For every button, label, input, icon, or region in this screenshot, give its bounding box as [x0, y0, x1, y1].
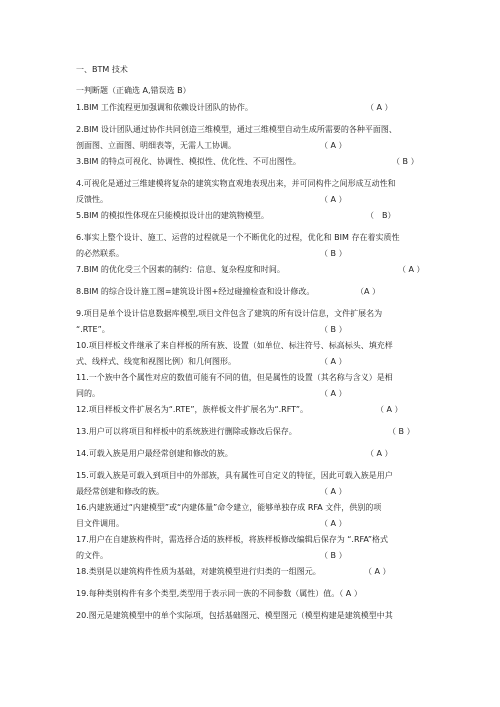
question-line: 1.BIM 工作流程更加强调和依赖设计团队的协作。: [76, 103, 253, 112]
question-line: 最经常创建和修改的族。: [76, 487, 164, 496]
question-line: 20.图元是建筑模型中的单个实际项，包括基础图元、模型图元（模型构建是建筑模型中其: [76, 611, 393, 620]
question-item: [76, 500, 431, 532]
question-line: 4.可视化是通过三维建模将复杂的建筑实物直观地表现出来，并可同构件之间形成互动性和: [76, 179, 396, 188]
question-line: 5.BIM 的模拟性体现在只能模拟设计出的建筑物模型。: [76, 211, 269, 220]
question-item: [76, 468, 431, 500]
question-line: 13.用户可以将项目和样板中的系统族进行删除或修改后保存。: [76, 427, 297, 436]
question-item: [76, 402, 431, 418]
question-line: 的必然联系。: [76, 249, 124, 258]
question-line: 11.一个族中各个属性对应的数值可能有不同的值，但是属性的设置（其名称与含义）是相: [76, 373, 393, 382]
answer-label: （ B ）: [320, 325, 347, 334]
question-line: 16.内建族通过“内建模型”或“内建体量”命令建立，能够单独存成 RFA 文件，供别的项: [76, 503, 382, 512]
question-line: 9.项目是单个设计信息数据库模型,项目文件包含了建筑的所有设计信息，文件扩展名为: [76, 309, 383, 318]
answer-label: （ A ）: [366, 449, 393, 458]
question-item: [76, 446, 431, 462]
question-item: [76, 154, 431, 170]
question-instructions: 一判断题（正确选 A,错误选 B）: [76, 86, 191, 95]
question-line: 目文件调用。: [76, 519, 124, 528]
question-item: [76, 370, 431, 402]
answer-label: （ A ）: [320, 389, 347, 398]
answer-label: （ A ）: [398, 265, 425, 274]
question-line: “.RTE”。: [76, 325, 110, 334]
question-line: 的文件。: [76, 551, 108, 560]
answer-label: （ A ）: [376, 405, 403, 414]
answer-label: （ A ）: [320, 487, 347, 496]
answer-label: （ A ）: [364, 567, 391, 576]
question-item: [76, 208, 431, 224]
question-line: 19.每种类别构件有多个类型,类型用于表示同一族的不同参数（属性）值。（ A ）: [76, 589, 362, 598]
answer-label: （ B ）: [388, 427, 415, 436]
answer-label: （ A ）: [366, 103, 393, 112]
answer-label: （ A ）: [320, 141, 347, 150]
question-line: 8.BIM 的综合设计施工图=建筑设计图+经过碰撞检查和设计修改。: [76, 287, 315, 296]
question-line: 式、线样式、线宽和视图比例）和几何图形。: [76, 357, 236, 366]
question-item: [76, 424, 431, 440]
answer-label: （ A ）: [320, 357, 347, 366]
question-line: 3.BIM 的特点可视化、协调性、模拟性、优化性、不可出图性。: [76, 157, 301, 166]
section-title: 一、BTM 技术: [76, 65, 128, 74]
answer-label: （ B ）: [392, 157, 419, 166]
question-item: [76, 608, 431, 624]
question-line: 18.类别是以建筑构件性质为基础，对建筑模型进行归类的一组图元。: [76, 567, 321, 576]
question-item: [76, 100, 431, 116]
question-item: [76, 586, 431, 602]
question-line: 12.项目样板文件扩展名为“.RTE”，族样板文件扩展名为“.RFT”。: [76, 405, 309, 414]
question-line: 反馈性。: [76, 195, 108, 204]
question-item: [76, 306, 431, 338]
question-line: 2.BIM 设计团队通过协作共同创造三维模型，通过三维模型自动生成所需要的各种平面图、: [76, 125, 397, 134]
question-item: [76, 532, 431, 564]
answer-label: （A ）: [356, 287, 381, 296]
answer-label: （ B）: [366, 211, 396, 220]
question-item: [76, 122, 431, 154]
question-line: 7.BIM 的优化受三个因素的制约：信息、复杂程度和时间。: [76, 265, 285, 274]
question-line: 15.可载入族是可载入到项目中的外部族，具有属性可自定义的特征，因此可载入族是用户: [76, 471, 393, 480]
question-item: [76, 284, 431, 300]
question-line: 剖面图、立面图、明细表等，无需人工协调。: [76, 141, 236, 150]
answer-label: （ B ）: [320, 249, 347, 258]
question-line: 同的。: [76, 389, 100, 398]
question-line: 14.可载入族是用户最经常创建和修改的族。: [76, 449, 233, 458]
question-line: 17.用户在自建族构件时，需选择合适的族样板，将族样板修改编辑后保存为 “.RFA”格式: [76, 535, 389, 544]
question-item: [76, 262, 431, 278]
answer-label: （ A ）: [320, 519, 347, 528]
question-item: [76, 230, 431, 262]
question-item: [76, 564, 431, 580]
answer-label: （ B ）: [320, 551, 347, 560]
answer-label: （ A ）: [320, 195, 347, 204]
question-line: 10.项目样板文件继承了来自样板的所有族、设置（如单位、标注符号、标高标头、填充样: [76, 341, 393, 350]
question-item: [76, 338, 431, 370]
question-item: [76, 176, 431, 208]
question-line: 6.事实上整个设计、施工、运营的过程就是一个不断优化的过程，优化和 BIM 存在着实质性: [76, 233, 400, 242]
